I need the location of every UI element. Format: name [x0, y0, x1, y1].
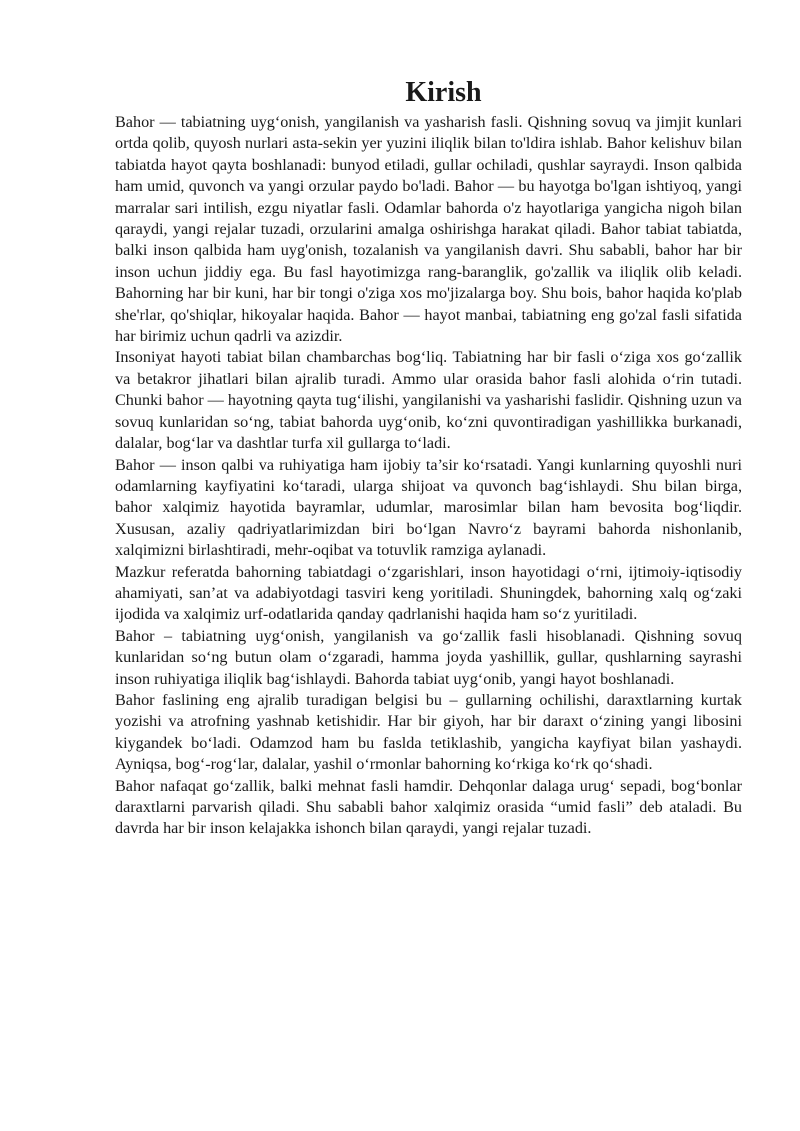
paragraph-6: Bahor faslining eng ajralib turadigan belgisi bu – gullarning ochilishi, daraxtlarning kurtak yozishi va atrofning yashnab ketishidir. Har bir giyoh, har bir daraxt o‘zining yangi libosini kiygandek bo‘ladi. Odamzod ham bu faslda tetiklashib, yangicha kayfiyat bilan yashaydi. Ayniqsa, bog‘-rog‘lar, dalalar, yashil o‘rmonlar bahorning ko‘rkiga ko‘rk qo‘shadi. [115, 690, 742, 774]
paragraph-1: Bahor — tabiatning uyg‘onish, yangilanish va yasharish fasli. Qishning sovuq va jimjit kunlari ortda qolib, quyosh nurlari asta-sekin yer yuzini iliqlik bilan to'ldira ishlab. Bahor kelishuv bilan tabiatda hayot qayta boshlanadi: bunyod etiladi, gullar ochiladi, qushlar sayraydi. Inson qalbida ham umid, quvonch va yangi orzular paydo bo'ladi. Bahor — bu hayotga bo'lgan ishtiyoq, yangi marralar sari intilish, ezgu niyatlar fasli. Odamlar bahorda o'z hayotlariga yangicha nigoh bilan qaraydi, yangi rejalar tuzadi, orzularini amalga oshirishga harakat qiladi. Bahor tabiat tabiatda, balki inson qalbida ham uyg'onish, tozalanish va yangilanish davri. Shu sababli, bahor har bir inson uchun jiddiy ega. Bu fasl hayotimizga rang-baranglik, go'zallik va iliqlik olib keladi. Bahorning har bir kuni, har bir tongi o'ziga xos mo'jizalarga boy. Shu bois, bahor haqida ko'plab she'rlar, qo'shiqlar, hikoyalar haqida. Bahor — hayot manbai, tabiatning eng go'zal fasli sifatida har birimiz uchun qadrli va azizdir. [115, 113, 742, 346]
paragraph-3: Bahor — inson qalbi va ruhiyatiga ham ijobiy ta’sir ko‘rsatadi. Yangi kunlarning quyoshli nuri odamlarning kayfiyatini ko‘taradi, ularga shijoat va quvonch bag‘ishlaydi. Shu bilan birga, bahor xalqimiz hayotida bayramlar, udumlar, marosimlar bilan ham bevosita bog‘liqdir. Xususan, azaliy qadriyatlarimizdan biri bo‘lgan Navro‘z bayrami bahorda nishonlanib, xalqimizni birlashtiradi, mehr-oqibat va totuvlik ramziga aylanadi. [115, 455, 742, 560]
document-page [115, 76, 742, 840]
page-title: Kirish [405, 77, 482, 108]
paragraph-7: Bahor nafaqat go‘zallik, balki mehnat fasli hamdir. Dehqonlar dalaga urug‘ sepadi, bog‘bonlar daraxtlarni parvarish qiladi. Shu sababli bahor xalqimiz orasida “umid fasli” deb ataladi. Bu davrda har bir inson kelajakka ishonch bilan qaraydi, yangi rejalar tuzadi. [115, 776, 742, 838]
paragraph-5: Bahor – tabiatning uyg‘onish, yangilanish va go‘zallik fasli hisoblanadi. Qishning sovuq kunlaridan so‘ng butun olam o‘zgaradi, hamma joyda yashillik, gullar, qushlarning sayrashi inson ruhiyatiga iliqlik bag‘ishlaydi. Bahorda tabiat uyg‘onib, yangi hayot boshlanadi. [115, 626, 742, 688]
paragraph-2: Insoniyat hayoti tabiat bilan chambarchas bog‘liq. Tabiatning har bir fasli o‘ziga xos go‘zallik va betakror jihatlari bilan ajralib turadi. Ammo ular orasida bahor fasli alohida o‘rin tutadi. Chunki bahor — hayotning qayta tug‘ilishi, yangilanishi va yasharishi faslidir. Qishning uzun va sovuq kunlaridan so‘ng, tabiat bahorda uyg‘onib, ko‘zni quvontiradigan yashillikka burkanadi, dalalar, bog‘lar va dashtlar turfa xil gullarga to‘ladi. [115, 348, 742, 453]
paragraph-4: Mazkur referatda bahorning tabiatdagi o‘zgarishlari, inson hayotidagi o‘rni, ijtimoiy-iqtisodiy ahamiyati, san’at va adabiyotdagi tasviri keng yoritiladi. Shuningdek, bahorning xalq og‘zaki ijodida va xalqimiz urf-odatlarida qanday qadrlanishi haqida ham so‘z yuritiladi. [115, 562, 742, 624]
